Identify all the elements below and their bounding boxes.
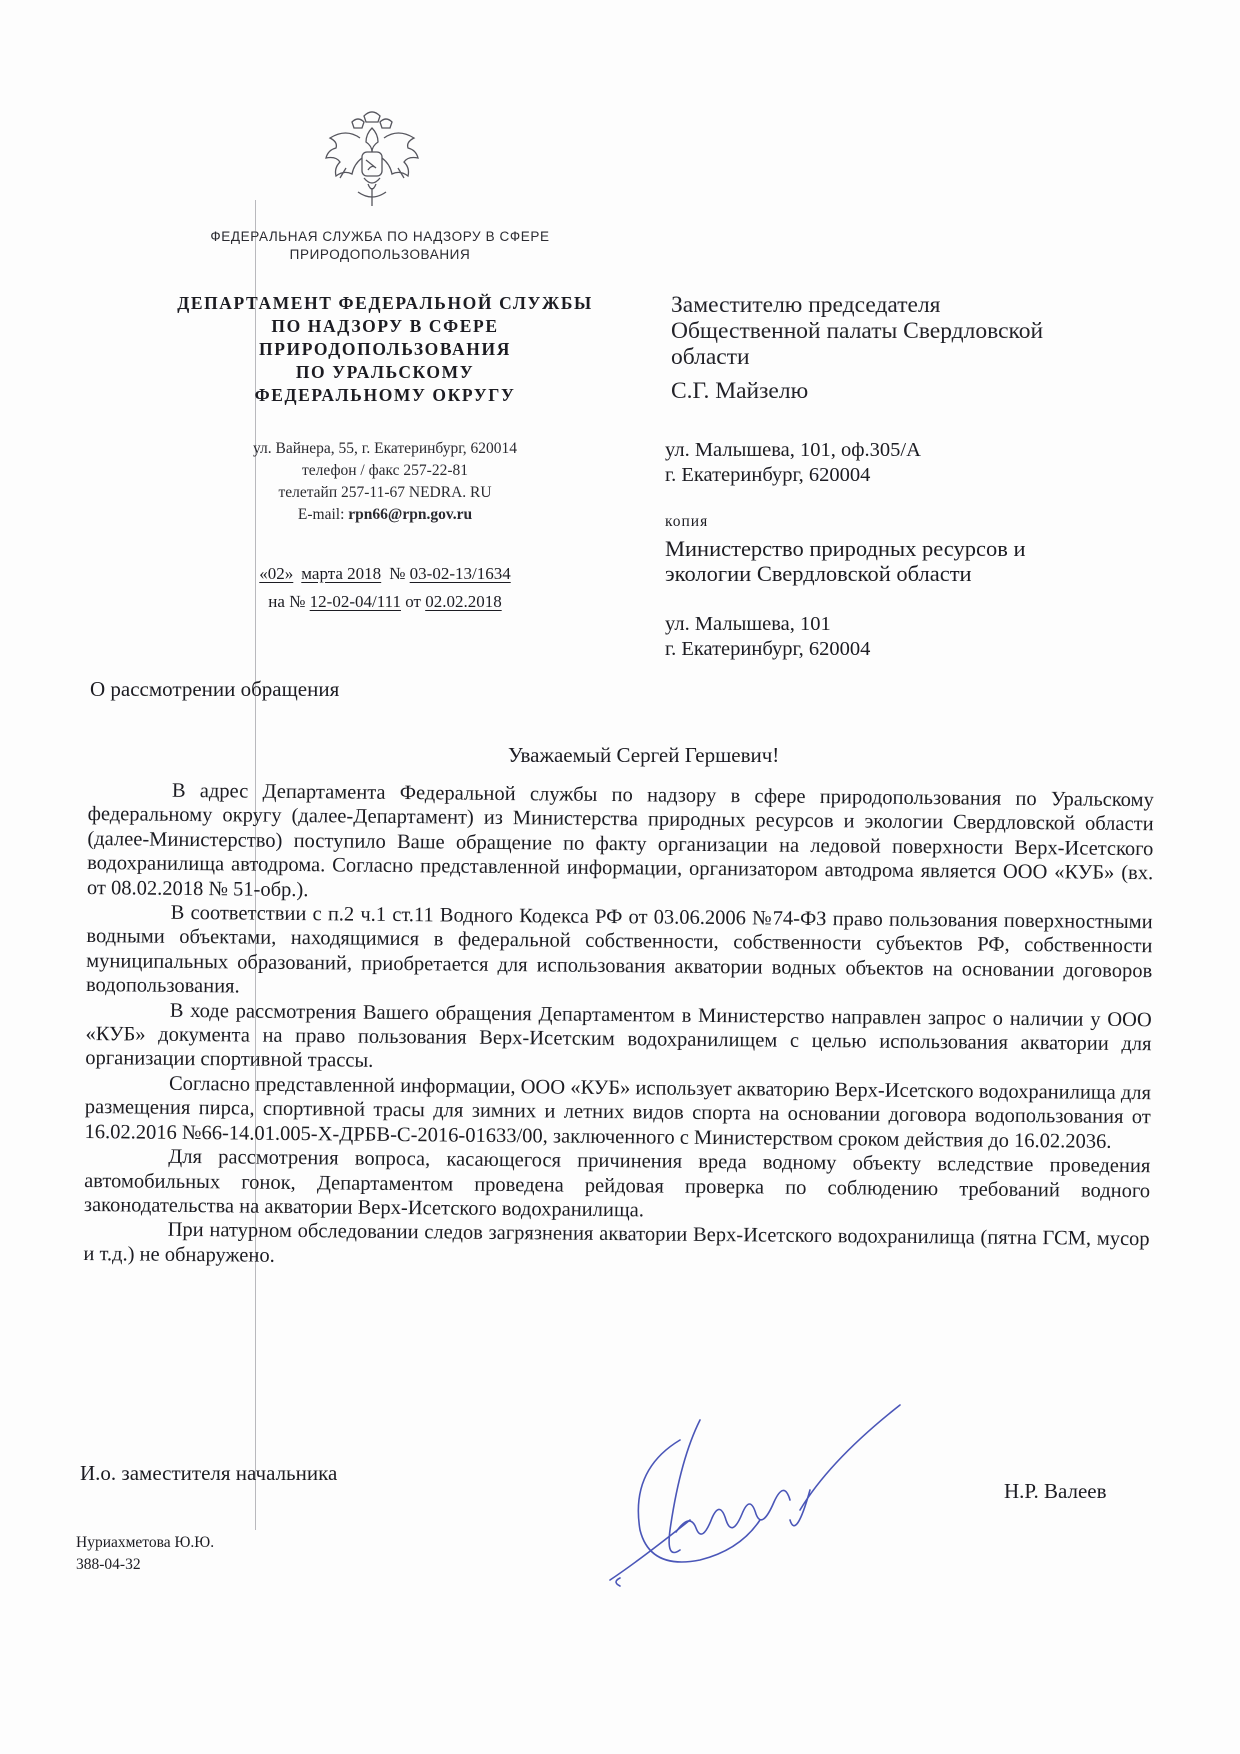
- copy-org-line-1: Министерство природных ресурсов и: [665, 536, 1026, 561]
- addressee-line-1: Заместителю председателя: [671, 292, 941, 318]
- letter-month-year: марта 2018: [301, 564, 382, 583]
- body-paragraph: В соответствии с п.2 ч.1 ст.11 Водного Кодекса РФ от 03.06.2006 №74-ФЗ право пользования поверхностными водными объектами, находящимися в федеральной собственности, собственности субъектов РФ, собственности муниципальных образований, приобретается для использования акватории водных объектов на основании договоров водопользования.: [85, 901, 1153, 998]
- addressee-city: г. Екатеринбург, 620004: [665, 464, 871, 486]
- body-paragraph: Для рассмотрения вопроса, касающегося причинения вреда водному объекту вследствие проведения автомобильных гонок, Департаментом проведена рейдовая проверка по соблюдению требований водного законодательства на акватории Верх-Исетского водохранилища.: [83, 1145, 1151, 1222]
- department-phone: телефон / факс 257-22-81: [302, 462, 468, 479]
- department-email: rpn66@rpn.gov.ru: [348, 506, 473, 523]
- department-line-4: ПО УРАЛЬСКОМУ: [295, 362, 475, 382]
- outgoing-number: 03-02-13/1634: [409, 564, 511, 583]
- copy-label: копия: [665, 513, 709, 530]
- executor-info: [76, 1532, 214, 1576]
- agency-name: [160, 228, 600, 264]
- copy-org-line-2: экологии Свердловской области: [665, 561, 972, 586]
- department-address: ул. Вайнера, 55, г. Екатеринбург, 620014: [252, 440, 518, 457]
- addressee: [671, 292, 1141, 404]
- reply-date: 02.02.2018: [425, 592, 502, 611]
- russian-coat-of-arms-icon: [324, 108, 420, 212]
- copy-city: г. Екатеринбург, 620004: [665, 638, 871, 660]
- addressee-name: С.Г. Майзелю: [671, 378, 809, 404]
- body-paragraph: Согласно представленной информации, ООО «КУБ» использует акваторию Верх-Исетского водохранилища для размещения пирса, спортивной трасы для зимних и летних видов спорта на основании договора водопользования от 16.02.2016 №66-14.01.005-Х-ДРБВ-С-2016-01633/00, заключенного с Министерством сроком действия до 16.02.2036.: [84, 1072, 1152, 1153]
- letter-body: [83, 778, 1154, 1276]
- from-prefix: от: [405, 592, 421, 611]
- reply-number: 12-02-04/111: [309, 592, 401, 611]
- reply-prefix: на №: [268, 592, 306, 611]
- email-label: E-mail:: [297, 506, 345, 523]
- department-line-3: ПРИРОДОПОЛЬЗОВАНИЯ: [259, 339, 511, 359]
- body-paragraph: В адрес Департамента Федеральной службы по надзору в сфере природопользования по Уральскому федеральному округу (далее-Департамент) из Министерства природных ресурсов и экологии Свердловской области (далее-Министерство) поступило Ваше обращение по факту организации на ледовой поверхности Верх-Исетского водохранилища автодрома. Согласно представленной информации, организатором автодрома является ООО «КУБ» (вх. от 08.02.2018 № 51-обр.).: [86, 779, 1154, 901]
- department-name: [150, 292, 620, 407]
- reply-reference-line: [160, 588, 610, 616]
- department-teletype: телетайп 257-11-67 NEDRA. RU: [278, 484, 492, 501]
- department-line-1: ДЕПАРТАМЕНТ ФЕДЕРАЛЬНОЙ СЛУЖБЫ: [177, 293, 593, 313]
- addressee-street: ул. Малышева, 101, оф.305/А: [665, 439, 921, 461]
- agency-line-2: ПРИРОДОПОЛЬЗОВАНИЯ: [289, 247, 471, 262]
- body-paragraph: При натурном обследовании следов загрязнения акватории Верх-Исетского водохранилища (пятна ГСМ, мусор и т.д.) не обнаружено.: [83, 1219, 1150, 1267]
- registration-block: [160, 560, 610, 616]
- executor-name: Нуриахметова Ю.Ю.: [76, 1534, 215, 1551]
- copy-recipient: [665, 536, 1135, 586]
- agency-line-1: ФЕДЕРАЛЬНАЯ СЛУЖБА ПО НАДЗОРУ В СФЕРЕ: [210, 229, 550, 244]
- department-email-line: [160, 504, 610, 526]
- addressee-line-2: Общественной палаты Свердловской: [671, 318, 1044, 344]
- copy-address: [665, 612, 1135, 662]
- body-paragraph: В ходе рассмотрения Вашего обращения Департаментом в Министерство направлен запрос о наличии у ООО «КУБ» документа на право пользования Верх-Исетским водохранилищем с целью использования акватории для организации спортивной трассы.: [85, 999, 1152, 1073]
- outgoing-number-line: [160, 560, 610, 588]
- addressee-address: [665, 438, 1135, 488]
- letter-day: «02»: [259, 564, 294, 583]
- department-line-5: ФЕДЕРАЛЬНОМУ ОКРУГУ: [254, 385, 516, 405]
- copy-street: ул. Малышева, 101: [665, 613, 831, 635]
- letter-subject: О рассмотрении обращения: [90, 677, 340, 701]
- greeting: Уважаемый Сергей Гершевич!: [508, 743, 780, 767]
- number-sign: №: [389, 564, 406, 583]
- signatory-name: Н.Р. Валеев: [1004, 1479, 1107, 1503]
- department-contacts: [160, 438, 610, 526]
- handwritten-signature-icon: [590, 1400, 920, 1600]
- executor-phone: 388-04-32: [76, 1556, 141, 1573]
- signatory-position: И.о. заместителя начальника: [80, 1461, 338, 1485]
- department-line-2: ПО НАДЗОРУ В СФЕРЕ: [271, 316, 499, 336]
- addressee-line-3: области: [671, 344, 750, 370]
